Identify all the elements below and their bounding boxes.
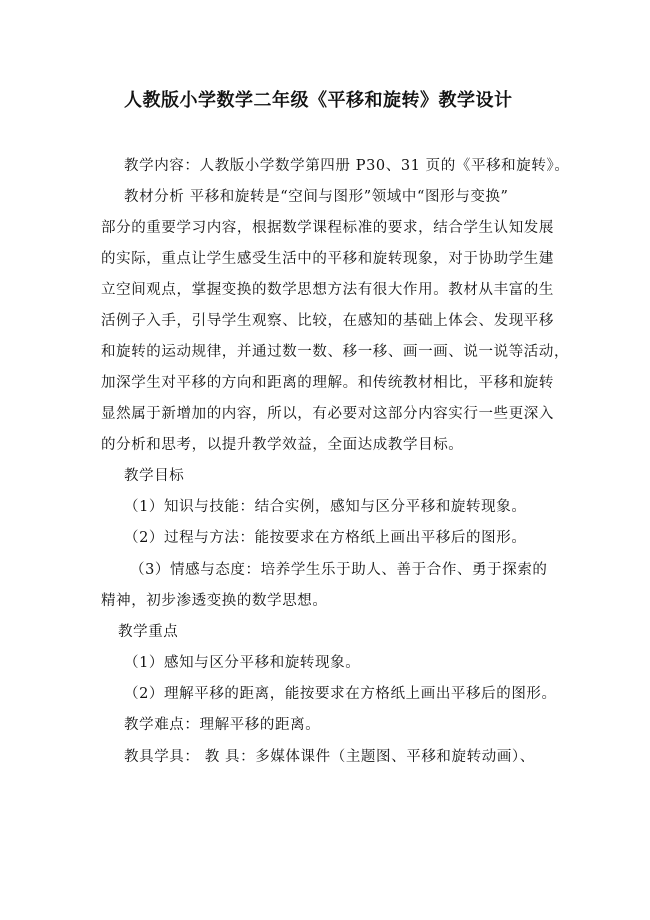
analysis-line-7: 加深学生对平移的方向和距离的理解。和传统教材相比，平移和旋转 xyxy=(101,375,554,391)
analysis-line-8: 显然属于新增加的内容，所以，有必要对这部分内容实行一些更深入 xyxy=(101,406,554,422)
analysis-line-4: 立空间观点，掌握变换的数学思想方法有很大作用。教材从丰富的生 xyxy=(101,282,554,298)
analysis-line-9: 的分析和思考，以提升教学效益，全面达成教学目标。 xyxy=(101,437,464,453)
analysis-line-6: 和旋转的运动规律，并通过数一数、移一移、画一画、说一说等活动， xyxy=(101,344,570,360)
key-heading: 教学重点 xyxy=(118,624,179,640)
difficulty-line: 教学难点：理解平移的距离。 xyxy=(124,717,321,733)
analysis-line-3: 的实际，重点让学生感受生活中的平移和旋转现象，对于协助学生建 xyxy=(101,251,554,267)
analysis-line-1: 教材分析 平移和旋转是“空间与图形”领域中“图形与变换” xyxy=(124,189,509,205)
tools-line: 教具学具： 教 具：多媒体课件（主题图、平移和旋转动画）、 xyxy=(124,749,535,765)
goal-line-3: （3）情感与态度：培养学生乐于助人、善于合作、勇于探索的 xyxy=(130,562,548,578)
key-point-1: （1）感知与区分平移和旋转现象。 xyxy=(124,655,361,671)
goal-line-2: （2）过程与方法：能按要求在方格纸上画出平移后的图形。 xyxy=(124,530,527,546)
content-line: 教学内容：人教版小学数学第四册 P30、31 页的《平移和旋转》。 xyxy=(124,158,570,174)
document-title: 人教版小学数学二年级《平移和旋转》教学设计 xyxy=(124,90,513,111)
analysis-line-2: 部分的重要学习内容，根据数学课程标准的要求，结合学生认知发展 xyxy=(101,220,554,236)
analysis-line-5: 活例子入手，引导学生观察、比较，在感知的基础上体会、发现平移 xyxy=(101,313,554,329)
goals-heading: 教学目标 xyxy=(124,468,185,484)
key-point-2: （2）理解平移的距离，能按要求在方格纸上画出平移后的图形。 xyxy=(124,686,557,702)
goal-line-1: （1）知识与技能：结合实例，感知与区分平移和旋转现象。 xyxy=(124,499,527,515)
goal-line-4: 精神，初步渗透变换的数学思想。 xyxy=(101,593,328,609)
